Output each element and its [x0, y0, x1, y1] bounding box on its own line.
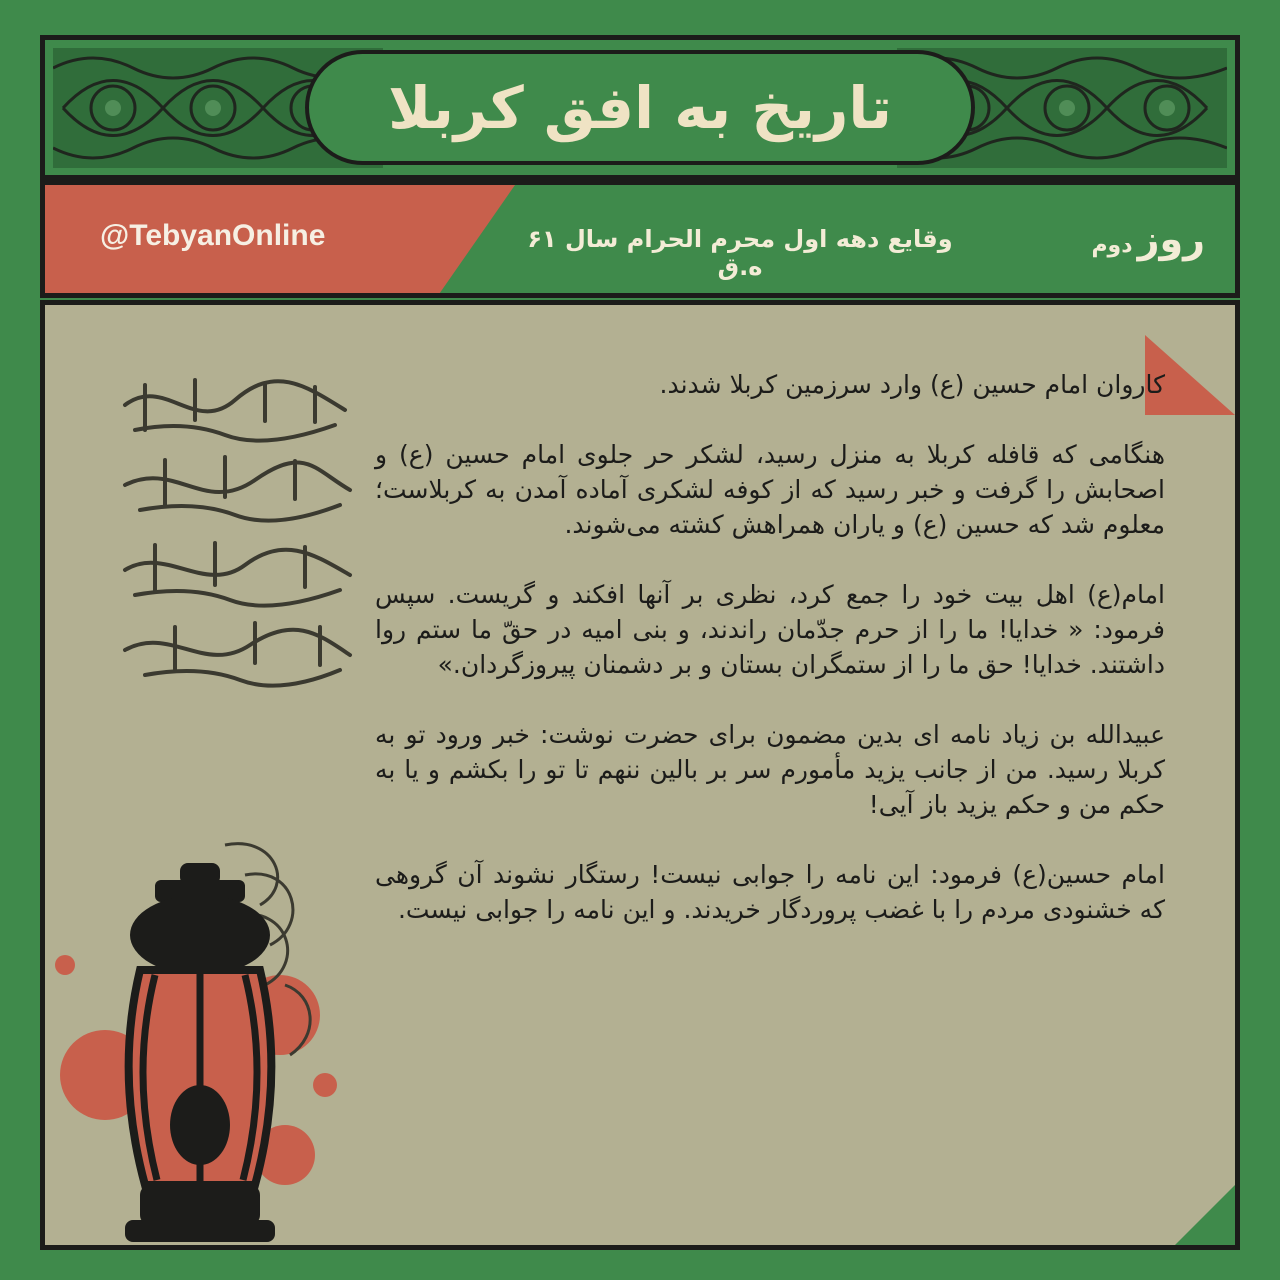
headline: کاروان امام حسین (ع) وارد سرزمین کربلا شدند.: [659, 370, 1165, 399]
title-banner: [40, 35, 1240, 180]
info-bar: [40, 180, 1240, 298]
social-handle: @TebyanOnline: [100, 219, 326, 252]
subtitle: وقایع دهه اول محرم الحرام سال ۶۱ ه.ق: [527, 225, 953, 281]
lantern-icon: [45, 825, 355, 1255]
day-label: روز: [1137, 217, 1205, 261]
article-body: [375, 367, 1165, 962]
day-value: دوم: [1091, 233, 1133, 258]
page-title: تاریخ به افق کربلا: [388, 73, 892, 142]
paragraph-3: عبیدالله بن زیاد نامه ای بدین مضمون برای حضرت نوشت: خبر ورود تو به کربلا رسید. من از جانب یزید مأمورم سر بر بالین ننهم تا تو را بکشم و یا به حکم من و حکم یزید باز آیی!: [375, 720, 1165, 819]
persian-calligraphy-icon: [105, 365, 365, 705]
day-indicator: [1091, 217, 1205, 261]
paragraph-1: هنگامی که قافله کربلا به منزل رسید، لشکر حر جلوی امام حسین (ع) و اصحابش را گرفت و خبر رسید که از کوفه لشکری آماده آمدن به کربلاست؛معلوم شد که حسین (ع) و یاران همراهش کشته می‌شوند.: [375, 440, 1165, 539]
paragraph-2: امام(ع) اهل بیت خود را جمع کرد، نظری بر آنها افکند و گریست. سپس فرمود: « خدایا! ما را از حرم جدّمان راندند، و بنی امیه در حقّ ما ستم روا داشتند. خدایا! حق ما را از ستمگران بستان و بر دشمنان پیروزگردان.»: [375, 580, 1165, 679]
paragraph-4: امام حسین(ع) فرمود: این نامه را جوابی نیست! رستگار نشوند آن گروهی که خشنودی مردم را با غضب پروردگار خریدند. و این نامه را جوابی نیست.: [375, 860, 1165, 924]
content-panel: [40, 300, 1240, 1250]
corner-fold-bottom: [1175, 1185, 1235, 1245]
title-plate: [305, 50, 975, 165]
